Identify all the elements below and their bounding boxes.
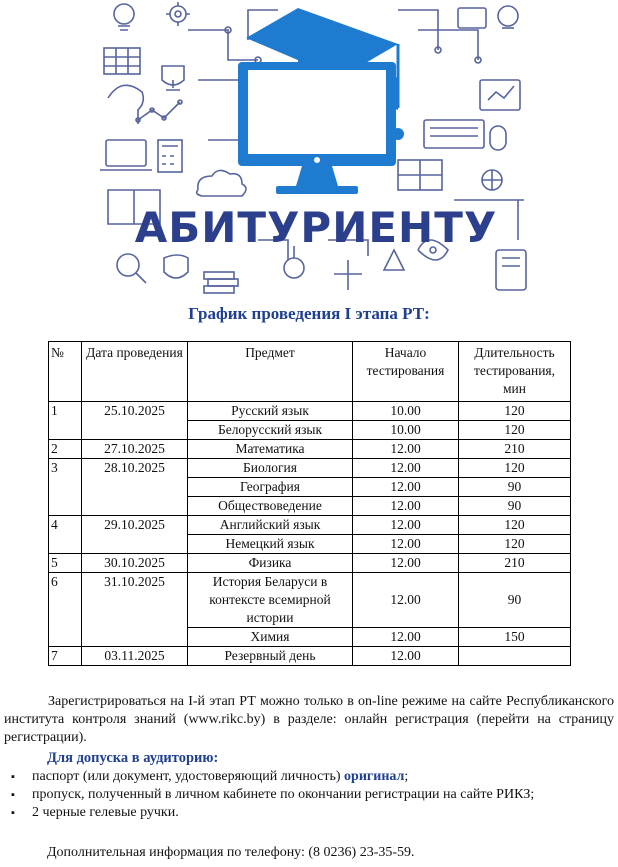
row-subject: Немецкий язык (188, 535, 353, 554)
header-subject: Предмет (188, 342, 353, 402)
admission-list (8, 768, 608, 822)
row-subject: История Беларуси в контексте всемирной истории (188, 573, 353, 628)
row-subject: Математика (188, 440, 353, 459)
row-date: 25.10.2025 (82, 402, 188, 440)
row-start: 12.00 (353, 459, 459, 478)
item-accent: оригинал (344, 769, 405, 784)
header-date: Дата проведения (82, 342, 188, 402)
registration-text: Зарегистрироваться на I-й этап РТ можно только в on-line режиме на сайте Республиканского института контроля знаний (www.rikc.by) в разделе: онлайн регистрация (перейти на страницу регистрации). (4, 694, 614, 745)
bullet-icon: ▪ (11, 771, 15, 783)
row-duration: 150 (459, 628, 571, 647)
table-row (49, 573, 571, 628)
item-tail: ; (404, 769, 409, 784)
header-duration: Длительность тестирования, мин (459, 342, 571, 402)
table-row (49, 647, 571, 666)
row-duration: 120 (459, 459, 571, 478)
row-num: 1 (49, 402, 82, 440)
row-date: 29.10.2025 (82, 516, 188, 554)
row-date: 30.10.2025 (82, 554, 188, 573)
banner-heading: АБИТУРИЕНТУ (134, 203, 498, 252)
row-start: 12.00 (353, 573, 459, 628)
list-item (8, 786, 608, 804)
schedule-table (48, 341, 571, 666)
row-duration: 210 (459, 440, 571, 459)
row-num: 3 (49, 459, 82, 516)
row-date: 27.10.2025 (82, 440, 188, 459)
row-num: 7 (49, 647, 82, 666)
table-row (49, 459, 571, 478)
table-row (49, 440, 571, 459)
row-date: 03.11.2025 (82, 647, 188, 666)
row-subject: Химия (188, 628, 353, 647)
row-subject: Резервный день (188, 647, 353, 666)
registration-paragraph (4, 693, 614, 747)
row-subject: Физика (188, 554, 353, 573)
row-duration (459, 647, 571, 666)
row-start: 10.00 (353, 421, 459, 440)
row-duration: 90 (459, 478, 571, 497)
header-start: Начало тестирования (353, 342, 459, 402)
item-text: пропуск, полученный в личном кабинете по окончании регистрации на сайте РИКЗ; (32, 787, 535, 802)
row-duration: 120 (459, 402, 571, 421)
table-row (49, 402, 571, 421)
table-row (49, 554, 571, 573)
row-start: 12.00 (353, 497, 459, 516)
row-duration: 120 (459, 516, 571, 535)
item-text: паспорт (или документ, удостоверяющий личность) (32, 769, 345, 784)
row-date: 28.10.2025 (82, 459, 188, 516)
list-item (8, 768, 608, 786)
table-row (49, 516, 571, 535)
row-num: 6 (49, 573, 82, 647)
row-duration: 210 (459, 554, 571, 573)
header-num: № (49, 342, 82, 402)
banner-illustration (98, 0, 534, 300)
monitor-icon (238, 62, 396, 194)
row-num: 2 (49, 440, 82, 459)
row-subject: Биология (188, 459, 353, 478)
row-subject: Русский язык (188, 402, 353, 421)
row-start: 12.00 (353, 628, 459, 647)
row-start: 12.00 (353, 516, 459, 535)
item-text: 2 черные гелевые ручки. (32, 805, 179, 820)
row-num: 4 (49, 516, 82, 554)
row-start: 10.00 (353, 402, 459, 421)
row-duration: 120 (459, 421, 571, 440)
schedule-title: График проведения I этапа РТ: (188, 304, 430, 323)
row-num: 5 (49, 554, 82, 573)
row-duration: 90 (459, 573, 571, 628)
row-duration: 120 (459, 535, 571, 554)
row-start: 12.00 (353, 478, 459, 497)
list-item (8, 804, 608, 822)
bullet-icon: ▪ (11, 789, 15, 801)
admission-title: Для допуска в аудиторию: (47, 750, 219, 766)
row-date: 31.10.2025 (82, 573, 188, 647)
bullet-icon: ▪ (11, 807, 15, 819)
row-subject: Английский язык (188, 516, 353, 535)
row-start: 12.00 (353, 535, 459, 554)
row-start: 12.00 (353, 647, 459, 666)
row-start: 12.00 (353, 554, 459, 573)
table-header-row (49, 342, 571, 402)
row-subject: Белорусский язык (188, 421, 353, 440)
row-duration: 90 (459, 497, 571, 516)
contact-info: Дополнительная информация по телефону: (8 0236) 23-35-59. (47, 845, 415, 860)
row-subject: Обществоведение (188, 497, 353, 516)
row-subject: География (188, 478, 353, 497)
row-start: 12.00 (353, 440, 459, 459)
